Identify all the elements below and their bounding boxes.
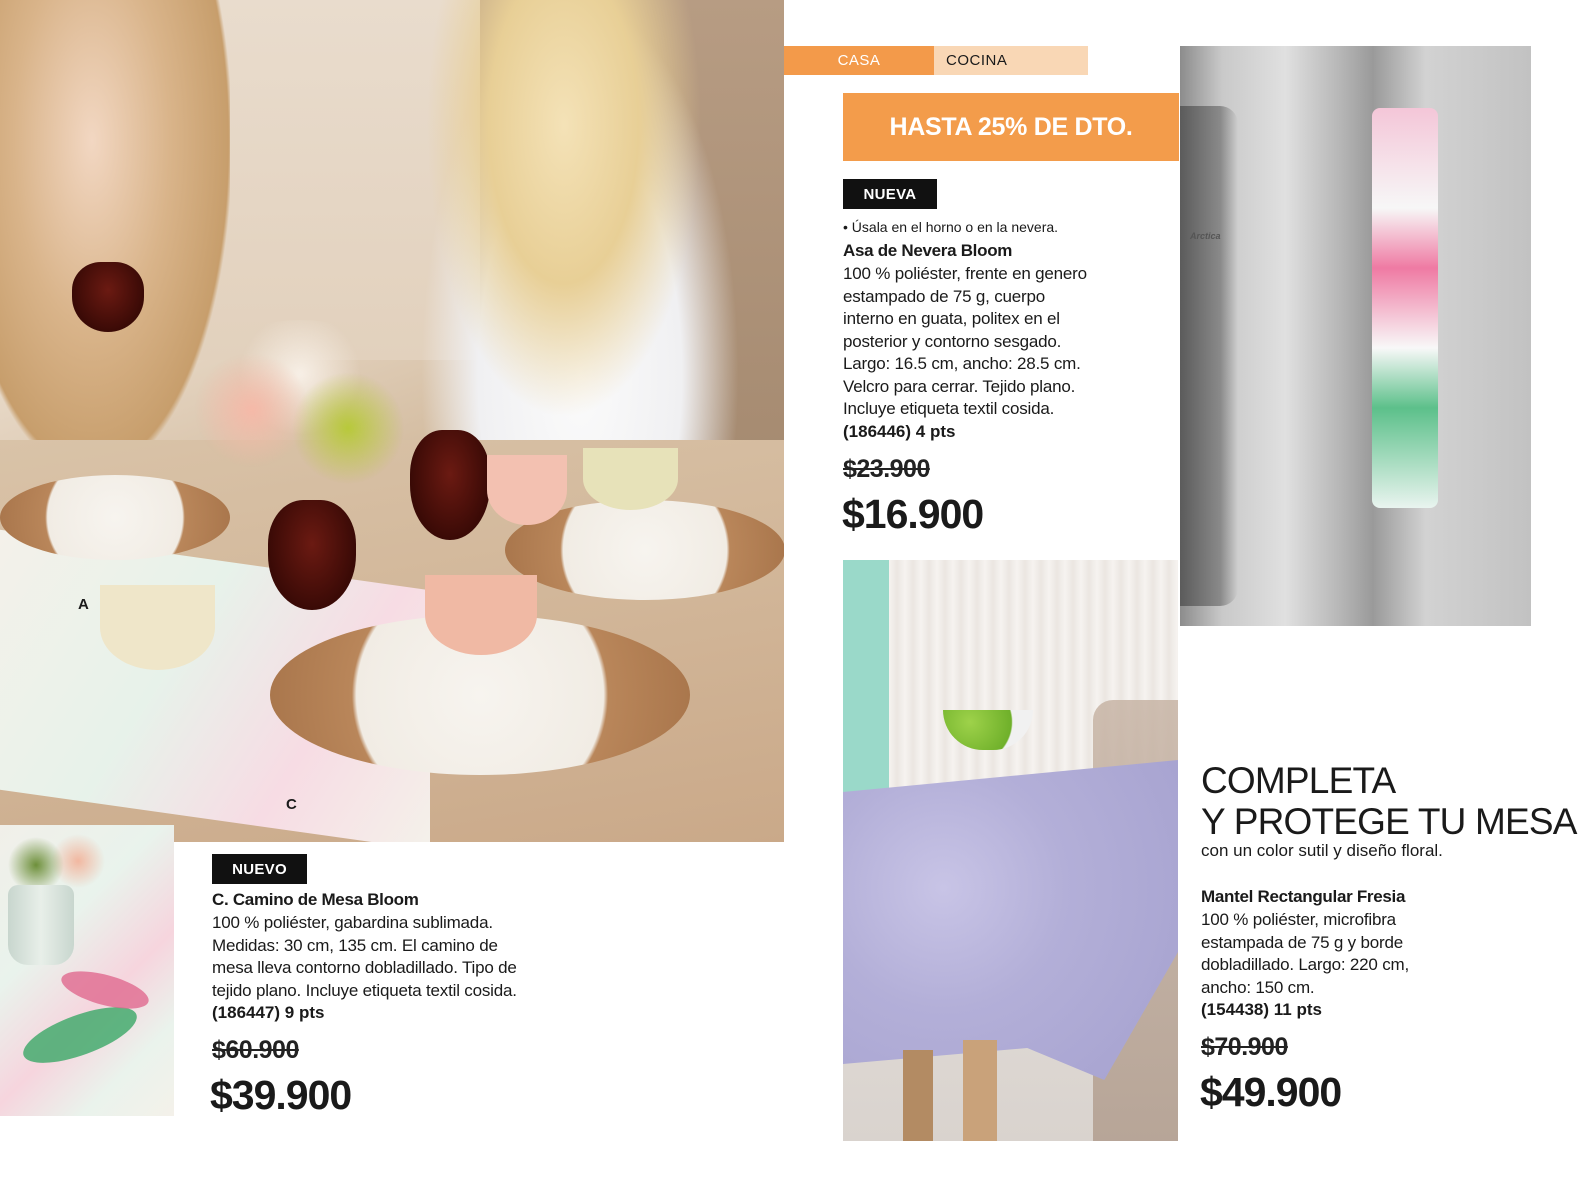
floral-bowl [583, 448, 678, 510]
floral-handle-cover [1372, 108, 1438, 508]
table-leg [963, 1040, 997, 1141]
pink-bowl [425, 575, 537, 655]
tab-casa[interactable]: CASA [784, 46, 934, 75]
sale-price: $16.900 [842, 491, 984, 537]
product-name: Mantel Rectangular Fresia [1201, 887, 1406, 906]
wine-glass [72, 262, 144, 332]
section-headline [1201, 760, 1577, 842]
new-badge: NUEVO [212, 854, 307, 884]
fridge-dispenser [1180, 106, 1238, 606]
section-subheadline: con un color sutil y diseño floral. [1201, 841, 1443, 860]
product-code: (154438) 11 pts [1201, 1000, 1322, 1019]
smiling-woman-right [420, 0, 740, 500]
fridge-handle-photo [1180, 46, 1531, 626]
pink-bowl [487, 455, 567, 525]
headline-line-1: COMPLETA [1201, 760, 1396, 801]
product-code: (186446) 4 pts [843, 422, 956, 441]
mint-wall [843, 560, 889, 800]
wine-glass [268, 500, 356, 610]
headline-line-2: Y PROTEGE TU MESA [1201, 801, 1577, 842]
sale-price: $49.900 [1200, 1069, 1342, 1115]
old-price: $60.900 [212, 1036, 299, 1064]
product-description: 100 % poliéster, gabardina sublimada. Medidas: 30 cm, 135 cm. El camino de mesa lleva contorno dobladillado. Tipo de tejido plano. Incluye etiqueta textil cosida. [212, 913, 517, 1000]
floral-bowl [100, 585, 215, 670]
old-price: $70.900 [1201, 1033, 1288, 1061]
new-badge: NUEVA [843, 179, 937, 209]
flower-bouquet [180, 320, 420, 500]
tablecloth-photo [843, 560, 1178, 1141]
old-price: $23.900 [843, 455, 930, 483]
product-code: (186447) 9 pts [212, 1003, 325, 1022]
item-label-c: C [286, 796, 297, 813]
vase [8, 885, 74, 965]
discount-banner: HASTA 25% DE DTO. [843, 93, 1179, 161]
table-runner-photo [0, 825, 174, 1116]
product-name: C. Camino de Mesa Bloom [212, 890, 419, 909]
wine-glass [410, 430, 490, 540]
product-name: Asa de Nevera Bloom [843, 241, 1013, 260]
fridge-brand-logo: Arctica [1190, 231, 1221, 241]
item-label-a: A [78, 596, 89, 613]
lilac-tablecloth [843, 760, 1178, 1080]
tab-cocina[interactable]: COCINA [934, 46, 1088, 75]
product-description: 100 % poliéster, frente en genero estampado de 75 g, cuerpo interno en guata, politex en el posterior y contorno sesgado. Largo: 16.5 cm, ancho: 28.5 cm. Velcro para cerrar. Tejido plano. Incluye etiqueta textil cosida. [843, 264, 1087, 418]
hero-photo-dining-table [0, 0, 784, 842]
product-description: 100 % poliéster, microfibra estampada de 75 g y borde dobladillado. Largo: 220 cm, ancho: 150 cm. [1201, 910, 1409, 997]
table-leg [903, 1050, 933, 1141]
usage-note: • Úsala en el horno o en la nevera. [843, 219, 1059, 235]
sale-price: $39.900 [210, 1072, 352, 1118]
plate [0, 475, 230, 560]
